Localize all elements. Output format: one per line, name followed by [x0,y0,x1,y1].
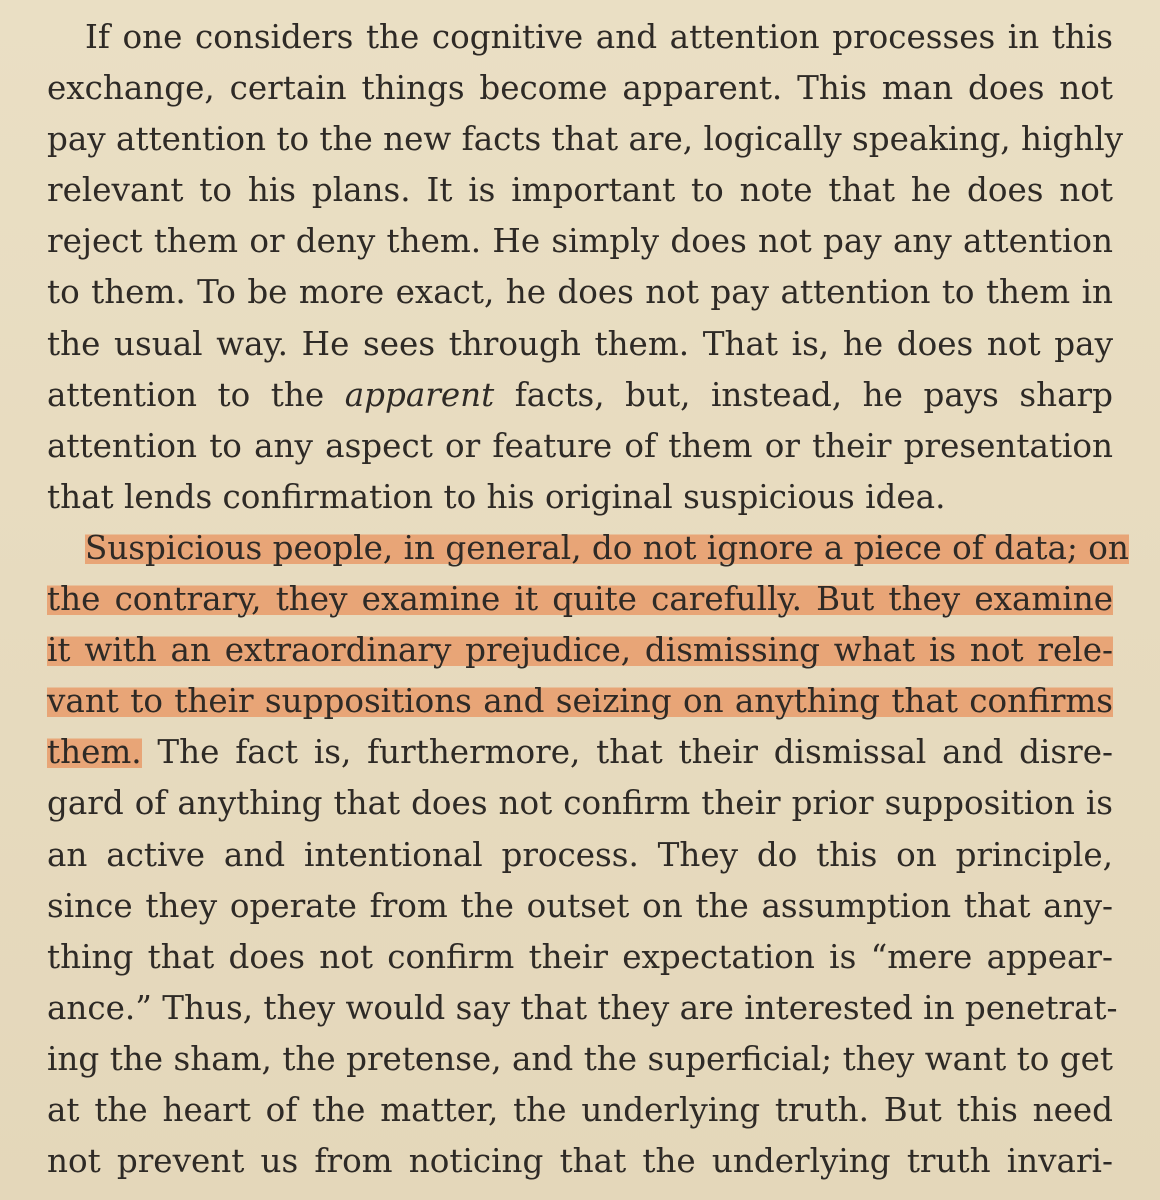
line-text: If one considers the cognitive and attention processes in this [85,18,1113,56]
line-text: attention to the [47,375,345,414]
text-line [47,983,1118,1034]
text-line [47,63,1113,114]
line-text: at the heart of the matter, the underlying truth. But this need [47,1090,1113,1129]
page-text [47,12,1129,1187]
italic-word: apparent [344,375,495,414]
text-line [47,472,1113,523]
text-line [47,830,1113,881]
line-text: attention to any aspect or feature of them or their presentation [47,426,1113,465]
text-line [47,165,1113,216]
text-line [47,778,1113,829]
text-line [47,114,1124,165]
line-text: ance.” Thus, they would say that they are interested in penetrat- [47,988,1118,1027]
highlight-text: the contrary, they examine it quite carefully. But they examine [47,580,1113,619]
line-text: since they operate from the outset on the assumption that any- [47,886,1113,925]
text-line [47,267,1113,318]
text-line [47,1085,1113,1136]
line-text: facts, but, instead, he pays sharp [494,375,1113,414]
line-text: thing that does not confirm their expectation is “mere appear- [47,937,1113,976]
highlight-text: vant to their suppositions and seizing on anything that confirms [47,682,1113,721]
highlight-text: Suspicious people, in general, do not ignore a piece of data; on [85,528,1129,567]
line-text: that lends confirmation to his original suspicious idea. [47,477,946,516]
line-text: relevant to his plans. It is important to note that he does not [47,171,1113,210]
text-line [47,1034,1113,1085]
highlighted-line [47,625,1113,676]
highlighted-line [47,523,1129,574]
line-text: pay attention to the new facts that are, logically speaking, highly [47,120,1124,159]
line-text: the usual way. He sees through them. That is, he does not pay [47,324,1113,363]
text-line [47,932,1113,983]
text-line [47,12,1113,63]
line-text: not prevent us from noticing that the underlying truth invari- [47,1142,1113,1181]
text-line [47,216,1113,267]
line-text: The fact is, furthermore, that their dismissal and disre- [141,733,1113,772]
line-text: exchange, certain things become apparent. This man does not [47,69,1113,108]
text-line [47,881,1113,932]
line-text: ing the sham, the pretense, and the superficial; they want to get [47,1039,1113,1078]
text-line [47,319,1113,370]
line-text: to them. To be more exact, he does not pay attention to them in [47,273,1113,312]
highlighted-line [47,574,1113,625]
text-line [47,421,1113,472]
text-line [47,370,1113,421]
line-text: an active and intentional process. They do this on principle, [47,835,1113,874]
highlight-text: them. [47,733,142,772]
text-line [47,727,1113,778]
highlighted-line [47,676,1113,727]
text-line [47,1136,1113,1187]
line-text: reject them or deny them. He simply does not pay any attention [47,222,1113,261]
highlight-text: it with an extraordinary prejudice, dismissing what is not rele- [47,631,1113,670]
line-text: gard of anything that does not confirm their prior supposition is [47,784,1113,823]
